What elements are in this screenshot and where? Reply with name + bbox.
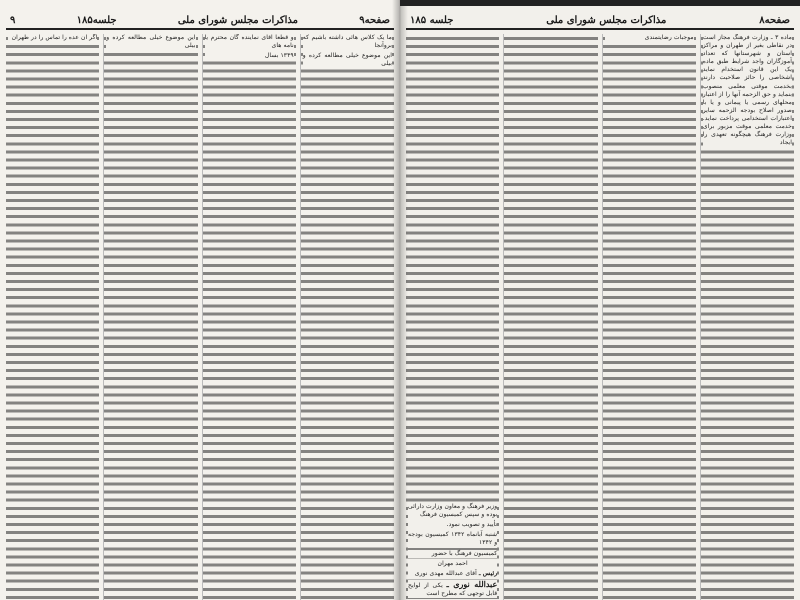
text-column: [700, 34, 794, 600]
speech: [408, 580, 497, 598]
left-page-columns: [6, 34, 394, 600]
text-column: [406, 34, 499, 600]
page-number: صفحه۹: [359, 15, 390, 26]
right-page-header: [406, 8, 794, 30]
speech-text: یکی از لوایح قابل توجهی که مطرح است: [408, 581, 498, 597]
session-number: جلسه ۱۸۵: [410, 15, 454, 26]
paragraph: اگر آن عده را تماس را در طهران: [8, 34, 97, 42]
publication-title: مذاکرات مجلس شورای ملی: [177, 15, 298, 26]
right-page-columns: [406, 34, 794, 600]
paragraph: کمیسیون فرهنگ با حضور: [408, 550, 497, 558]
left-page-header: [6, 8, 394, 30]
page-number: صفحه۸: [759, 15, 790, 26]
speaker-name: رئیس ـ: [478, 569, 498, 577]
publication-title: مذاکرات مجلس شورای ملی: [546, 15, 667, 26]
speech: [408, 570, 497, 578]
corner-number: ۹: [10, 15, 16, 26]
speech-text: آقای عبدالله مهدی نوری: [414, 569, 477, 577]
paragraph: این موضوع خیلی مطالعه کرده و بیلی: [106, 34, 196, 50]
speaker-name: عبدالله نوری ـ: [446, 578, 498, 589]
page-gutter-shadow: [392, 0, 408, 600]
text-column: [202, 34, 296, 600]
paragraph: و قطعاً آقای نماینده گان محترم یا نامه های: [204, 34, 294, 50]
right-page: [400, 0, 800, 600]
paragraph: ما یک کلاس هائی داشته باشیم که بروآنجا: [302, 34, 392, 50]
paragraph: این موضوع خیلی مطالعه کرده و بیلی: [302, 52, 392, 68]
text-column: [103, 34, 197, 600]
text-column: [6, 34, 99, 600]
paragraph: شنبه آبانماه ۱۳۴۲ کمیسیون بودجه و ۱۳۴۲: [408, 531, 498, 547]
paragraph: تأیید و تصویب نمود.: [408, 521, 497, 529]
session-number: جلسه۱۸۵: [76, 15, 117, 26]
text-column: [300, 34, 394, 600]
text-column: [503, 34, 597, 600]
paragraph: موجبات رضایتمندی: [605, 34, 694, 42]
signature-name: احمد مهران: [408, 560, 497, 568]
paragraph: ۱۳۴۹ بسال: [205, 52, 294, 60]
paragraph: ماده ۳ ـ وزارت فرهنگ مجاز است در نقاطی بغیر از طهران و مراکز استان و شهرستانها که تعداد آموزگاران واجد شرایط طبق ماده یک این قانون استخدام نماید اشخاصی را حائز صلاحیت دارند بخدمت موقتی معلمی منصوب بنماید و حق الزحمه آنها را از اعتبار محلهای رسمی یا پیمانی و یا با صدور اصلاح بودجه الزحمه سایر اعتبارات استخدامی پرداخت نماید. خدمت معلمی موقت مزبور برای وزارت فرهنگ هیچگونه تعهدی را ایجاد: [702, 34, 792, 147]
text-column: [602, 34, 696, 600]
scan-edge: [400, 0, 800, 6]
paragraph: وزیر فرهنگ و معاون وزارت دارائی بوده و سپس کمیسیون فرهنگ: [407, 503, 498, 519]
